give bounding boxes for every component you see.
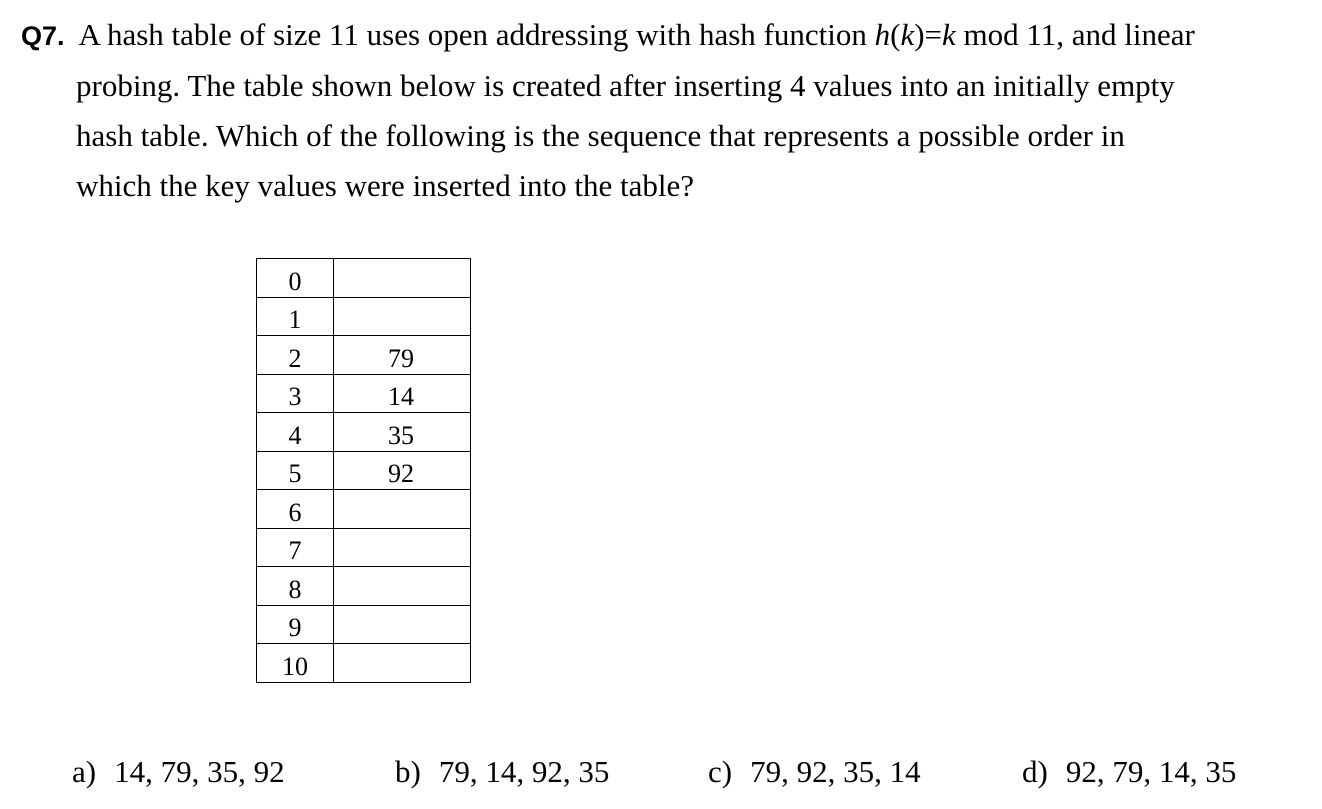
table-row <box>257 567 471 606</box>
slot-value <box>334 644 471 683</box>
option-b-text: 79, 14, 92, 35 <box>438 754 610 789</box>
hash-function-name: h <box>874 17 891 52</box>
hash-function-close: )= <box>914 17 943 52</box>
table-row <box>257 490 471 529</box>
table-row <box>257 259 471 298</box>
slot-index: 8 <box>257 567 334 606</box>
question-line-3: hash table. Which of the following is the sequence that represents a possible order in <box>76 118 1125 153</box>
slot-value <box>334 605 471 644</box>
slot-index: 3 <box>257 374 334 413</box>
option-d[interactable] <box>1022 750 1236 794</box>
table-row <box>257 644 471 683</box>
option-a-text: 14, 79, 35, 92 <box>114 754 285 789</box>
question-text <box>21 10 1306 211</box>
slot-index: 6 <box>257 490 334 529</box>
hash-function-key: k <box>942 17 956 52</box>
slot-index: 1 <box>257 297 334 336</box>
slot-index: 9 <box>257 605 334 644</box>
slot-value: 79 <box>334 336 471 375</box>
slot-index: 4 <box>257 413 334 452</box>
option-b-letter: b) <box>395 754 421 789</box>
option-c-letter: c) <box>708 754 733 789</box>
table-row <box>257 297 471 336</box>
slot-value <box>334 567 471 606</box>
slot-index: 2 <box>257 336 334 375</box>
slot-index: 10 <box>257 644 334 683</box>
slot-index: 5 <box>257 451 334 490</box>
hash-function-arg: k <box>900 17 915 52</box>
option-a-letter: a) <box>72 754 97 789</box>
question-number: Q7. <box>21 21 65 51</box>
answer-options <box>0 750 1322 800</box>
question-line-4: which the key values were inserted into the table? <box>76 168 695 203</box>
hash-table <box>256 258 471 683</box>
slot-value: 14 <box>334 374 471 413</box>
slot-index: 0 <box>257 259 334 298</box>
question-line-1-text: A hash table of size 11 uses open addressing with hash function <box>78 17 875 52</box>
option-a[interactable] <box>72 750 285 794</box>
question-line-1 <box>21 10 1306 61</box>
table-row <box>257 605 471 644</box>
option-d-text: 92, 79, 14, 35 <box>1065 754 1237 789</box>
slot-value <box>334 297 471 336</box>
slot-value: 92 <box>334 451 471 490</box>
question-line-2: probing. The table shown below is created after inserting 4 values into an initially empty <box>76 68 1175 103</box>
slot-value <box>334 259 471 298</box>
table-row <box>257 413 471 452</box>
table-row <box>257 336 471 375</box>
table-row <box>257 451 471 490</box>
option-c[interactable] <box>708 750 921 794</box>
question-line-1-end: mod 11, and linear <box>955 17 1195 52</box>
slot-value <box>334 490 471 529</box>
table-row <box>257 528 471 567</box>
slot-value <box>334 528 471 567</box>
option-b[interactable] <box>395 750 609 794</box>
table-row <box>257 374 471 413</box>
slot-index: 7 <box>257 528 334 567</box>
slot-value: 35 <box>334 413 471 452</box>
option-c-text: 79, 92, 35, 14 <box>750 754 921 789</box>
hash-function-open: ( <box>890 17 901 52</box>
option-d-letter: d) <box>1022 754 1048 789</box>
